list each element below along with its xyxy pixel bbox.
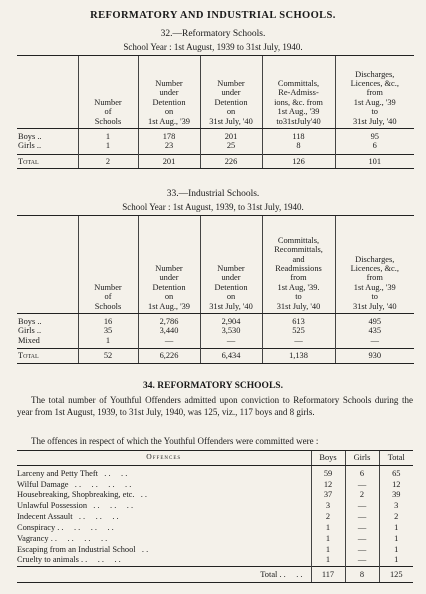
total-value: 101	[335, 154, 414, 168]
cell-value: —	[345, 555, 379, 566]
cell-value: 8	[262, 141, 335, 154]
table-row	[17, 490, 413, 501]
cell-value: 37	[311, 490, 345, 501]
total-value: 117	[311, 566, 345, 583]
cell-value: 2	[379, 511, 413, 522]
column-header: Committals, Recommittals, and Readmissions from 1st Aug, '39. to 31st July, '40	[262, 216, 335, 314]
cell-value: 12	[379, 479, 413, 490]
total-value: 226	[200, 154, 262, 168]
table-row	[17, 326, 414, 335]
offence-label: Conspiracy . . . . . . . .	[17, 522, 114, 532]
total-value: 6,434	[200, 349, 262, 363]
cell-value: 1	[311, 555, 345, 566]
cell-value: 6	[345, 465, 379, 479]
cell-value: 1	[311, 533, 345, 544]
cell-value: 1	[379, 544, 413, 555]
table-row	[17, 501, 413, 512]
table-row	[17, 314, 414, 327]
cell-value: 2,786	[138, 314, 200, 327]
column-header: Boys	[311, 451, 345, 466]
total-value: 6,226	[138, 349, 200, 363]
cell-value: 613	[262, 314, 335, 327]
total-row	[17, 566, 413, 583]
section-32-subtitle: School Year : 1st August, 1939 to 31st July, 1940.	[123, 42, 303, 52]
total-row	[17, 349, 414, 363]
section-33-title: 33.—Industrial Schools.	[166, 189, 260, 199]
cell-value: —	[345, 479, 379, 490]
cell-value: —	[345, 522, 379, 533]
cell-value: 12	[311, 479, 345, 490]
table-row	[17, 479, 413, 490]
cell-value: 525	[262, 326, 335, 335]
table-row	[17, 336, 414, 349]
table-row	[17, 129, 414, 142]
cell-value: —	[345, 511, 379, 522]
section-34-offences-intro: The offences in respect of which the Youthful Offenders were committed were :	[31, 436, 319, 446]
total-value: 126	[262, 154, 335, 168]
total-value: 1,138	[262, 349, 335, 363]
table-row	[17, 465, 413, 479]
cell-value: 3	[311, 501, 345, 512]
total-value: 125	[379, 566, 413, 583]
row-label: Girls ..	[18, 141, 42, 151]
column-header: Discharges, Licences, &c., from 1st Aug., '39 to 31st July, '40	[335, 216, 414, 314]
row-label: Boys ..	[18, 317, 42, 326]
cell-value: 95	[335, 129, 414, 142]
cell-value: —	[345, 544, 379, 555]
cell-value: —	[138, 336, 200, 349]
cell-value: 2	[345, 490, 379, 501]
total-value: 930	[335, 349, 414, 363]
section-34-title: 34. REFORMATORY SCHOOLS.	[143, 381, 283, 391]
cell-value: 495	[335, 314, 414, 327]
industrial-schools-table	[17, 215, 414, 364]
offence-label: Cruelty to animals . . . . . .	[17, 555, 121, 565]
section-32-title: 32.—Reformatory Schools.	[160, 29, 266, 39]
column-header: Number under Detention on 31st July, '40	[200, 56, 262, 129]
cell-value: 1	[311, 544, 345, 555]
cell-value: 59	[311, 465, 345, 479]
column-header: Girls	[345, 451, 379, 466]
offence-label: Escaping from an Industrial School . .	[17, 544, 149, 554]
column-header: Total	[379, 451, 413, 466]
cell-value: 35	[78, 326, 138, 335]
cell-value: —	[335, 336, 414, 349]
cell-value: 201	[200, 129, 262, 142]
cell-value: 2,904	[200, 314, 262, 327]
row-label: Boys ..	[18, 132, 42, 141]
total-label: Total . . . .	[17, 566, 311, 583]
cell-value: 6	[335, 141, 414, 154]
cell-value: 1	[78, 141, 138, 154]
total-row	[17, 154, 414, 168]
cell-value: 2	[311, 511, 345, 522]
page-title: REFORMATORY AND INDUSTRIAL SCHOOLS.	[90, 10, 336, 21]
reformatory-schools-table	[17, 55, 414, 169]
offence-label: Wilful Damage . . . . . . . .	[17, 479, 132, 489]
cell-value: 1	[379, 533, 413, 544]
total-label: Total	[17, 349, 78, 363]
offence-label: Housebreaking, Shopbreaking, etc. . .	[17, 490, 148, 500]
cell-value: —	[262, 336, 335, 349]
row-label: Mixed	[18, 335, 40, 345]
cell-value: 3	[379, 501, 413, 512]
offence-label: Unlawful Possession . . . . . .	[17, 501, 134, 511]
column-header: Committals, Re-Admiss- ions, &c. from 1st Aug., '39 to31stJuly'40	[262, 56, 335, 129]
offence-label: Vagrancy . . . . . . . .	[17, 533, 108, 543]
cell-value: 39	[379, 490, 413, 501]
offence-label: Indecent Assault . . . . . .	[17, 512, 119, 522]
total-label: Total	[17, 154, 78, 168]
cell-value: —	[345, 533, 379, 544]
offences-table	[17, 450, 413, 583]
cell-value: 23	[138, 141, 200, 154]
column-header: Number under Detention on 1st Aug., '39	[138, 56, 200, 129]
row-label: Girls ..	[18, 326, 42, 336]
cell-value: 118	[262, 129, 335, 142]
table-row	[17, 533, 413, 544]
cell-value: 1	[311, 522, 345, 533]
column-header: Number under Detention on 31st July, '40	[200, 216, 262, 314]
section-33-subtitle: School Year : 1st August, 1939, to 31st July, 1940.	[122, 202, 304, 212]
table-row	[17, 522, 413, 533]
cell-value: 1	[379, 522, 413, 533]
column-header: Number of Schools	[78, 216, 138, 314]
cell-value: 3,440	[138, 326, 200, 335]
cell-value: 16	[78, 314, 138, 327]
column-header: Discharges, Licences, &c., from 1st Aug., '39 to 31st July, '40	[335, 56, 414, 129]
column-header: Number under Detention on 1st Aug., '39	[138, 216, 200, 314]
cell-value: 1	[379, 555, 413, 566]
cell-value: 1	[78, 129, 138, 142]
column-header: Number of Schools	[78, 56, 138, 129]
header-blank	[17, 56, 78, 129]
total-value: 8	[345, 566, 379, 583]
total-value: 2	[78, 154, 138, 168]
cell-value: 65	[379, 465, 413, 479]
cell-value: 178	[138, 129, 200, 142]
table-row	[17, 555, 413, 566]
column-header: Offences	[17, 451, 311, 466]
cell-value: —	[345, 501, 379, 512]
table-row	[17, 544, 413, 555]
cell-value: 1	[78, 336, 138, 349]
cell-value: 25	[200, 141, 262, 154]
total-value: 52	[78, 349, 138, 363]
header-blank	[17, 216, 78, 314]
cell-value: —	[200, 336, 262, 349]
total-value: 201	[138, 154, 200, 168]
cell-value: 435	[335, 326, 414, 335]
offence-label: Larceny and Petty Theft . . . .	[17, 468, 128, 478]
section-34-paragraph: The total number of Youthful Offenders admitted upon conviction to Reformatory Schools during the year from 1st August, 1939, to 31st July, 1940, was 125, viz., 117 boys and 8 girls.	[17, 395, 413, 417]
table-row	[17, 141, 414, 154]
table-row	[17, 511, 413, 522]
cell-value: 3,530	[200, 326, 262, 335]
